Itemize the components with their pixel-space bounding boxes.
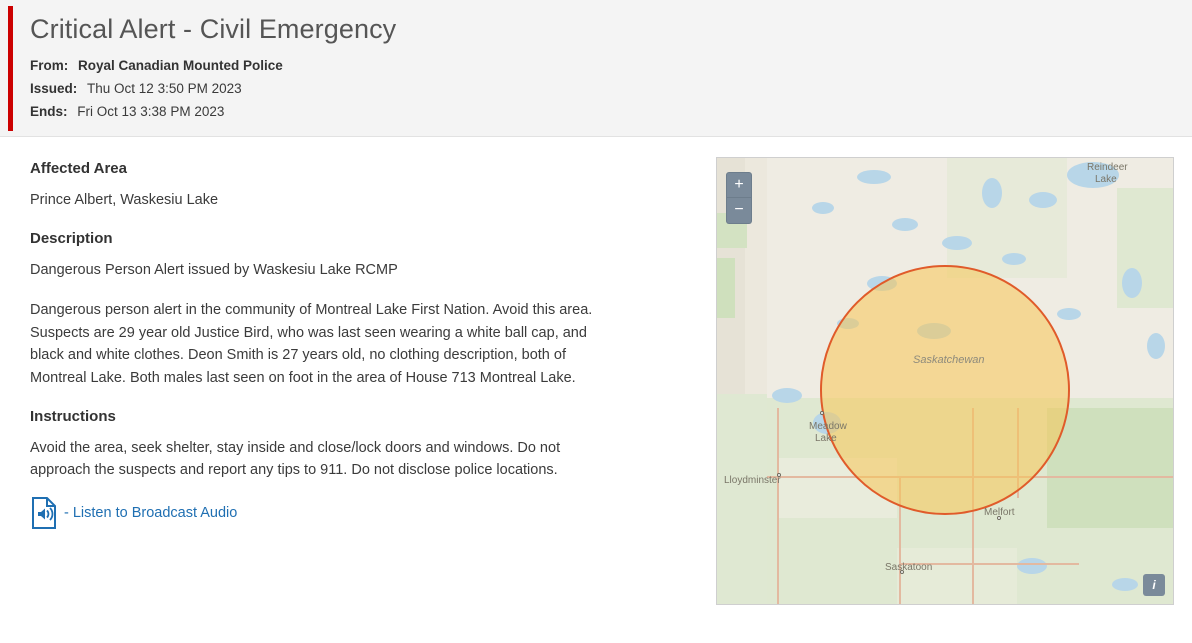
- map-water-body: [1017, 558, 1047, 574]
- map-water-body: [942, 236, 972, 250]
- alert-from-row: [30, 58, 283, 73]
- map-label-reindeer: Reindeer: [1087, 162, 1128, 173]
- alert-from-value: Royal Canadian Mounted Police: [78, 58, 283, 73]
- instructions-text: Avoid the area, seek shelter, stay inside and close/lock doors and windows. Do not approach the suspects and report any tips to 911. Do not disclose police locations.: [30, 439, 561, 479]
- audio-file-icon: [30, 496, 60, 530]
- map-label-saskatoon: Saskatoon: [885, 562, 933, 573]
- alert-area-map[interactable]: [716, 157, 1174, 605]
- map-water-body: [1147, 333, 1165, 359]
- instructions-heading: Instructions: [30, 407, 116, 425]
- alert-issued-row: [30, 81, 242, 96]
- map-terrain-patch: [717, 258, 735, 318]
- map-label-meadow: Meadow: [809, 421, 847, 432]
- affected-area-heading: Affected Area: [30, 160, 127, 177]
- map-label-melfort: Melfort: [984, 507, 1015, 518]
- alert-header: [0, 0, 1192, 137]
- alert-from-label: From:: [30, 58, 69, 73]
- map-label-meadow-lake: Lake: [815, 433, 837, 444]
- map-canvas[interactable]: [717, 158, 1173, 604]
- alert-ends-label: Ends:: [30, 104, 68, 119]
- zoom-in-button[interactable]: +: [726, 172, 752, 198]
- alert-ends-row: [30, 104, 224, 119]
- map-zoom-controls[interactable]: [726, 172, 752, 224]
- alert-issued-label: Issued:: [30, 81, 78, 96]
- map-terrain-patch: [897, 548, 1017, 605]
- map-water-body: [1057, 308, 1081, 320]
- map-water-body: [982, 178, 1002, 208]
- map-water-body: [1029, 192, 1057, 208]
- map-water-body: [1002, 253, 1026, 265]
- alert-severity-bar: [8, 6, 13, 131]
- map-water-body: [1112, 578, 1138, 591]
- page-title: Critical Alert - Civil Emergency: [30, 14, 397, 44]
- alert-radius-circle: [820, 265, 1070, 515]
- map-label-saskatchewan: Saskatchewan: [913, 354, 985, 366]
- map-info-button[interactable]: i: [1143, 574, 1165, 596]
- map-water-body: [1122, 268, 1142, 298]
- broadcast-audio-row[interactable]: [30, 496, 600, 530]
- map-terrain-patch: [717, 394, 767, 605]
- map-road: [777, 408, 779, 605]
- map-water-body: [772, 388, 802, 403]
- map-water-body: [857, 170, 891, 184]
- description-line-1: Dangerous Person Alert issued by Waskesiu Lake RCMP: [30, 261, 398, 278]
- map-water-body: [892, 218, 918, 231]
- alert-content: [30, 160, 600, 530]
- map-label-lloydminster: Lloydminster: [724, 475, 781, 486]
- city-dot-meadow-lake: [820, 411, 824, 415]
- zoom-out-button[interactable]: −: [726, 198, 752, 224]
- alert-issued-value: Thu Oct 12 3:50 PM 2023: [87, 81, 242, 96]
- map-label-reindeer-lake: Lake: [1095, 174, 1117, 185]
- map-water-body: [812, 202, 834, 214]
- description-line-2: Dangerous person alert in the community of Montreal Lake First Nation. Avoid this area. Suspects are 29 year old Justice Bird, who was last seen wearing a white ball cap, and black and white clothes. Deon Smith is 27 years old, no clothing description, both of Montreal Lake. Both males last seen on foot in the area of House 713 Montreal Lake.: [30, 302, 593, 386]
- listen-broadcast-audio-link[interactable]: - Listen to Broadcast Audio: [64, 504, 238, 521]
- map-terrain-patch: [1047, 408, 1174, 528]
- alert-ends-value: Fri Oct 13 3:38 PM 2023: [77, 104, 225, 119]
- affected-area-text: Prince Albert, Waskesiu Lake: [30, 192, 219, 208]
- description-heading: Description: [30, 229, 113, 247]
